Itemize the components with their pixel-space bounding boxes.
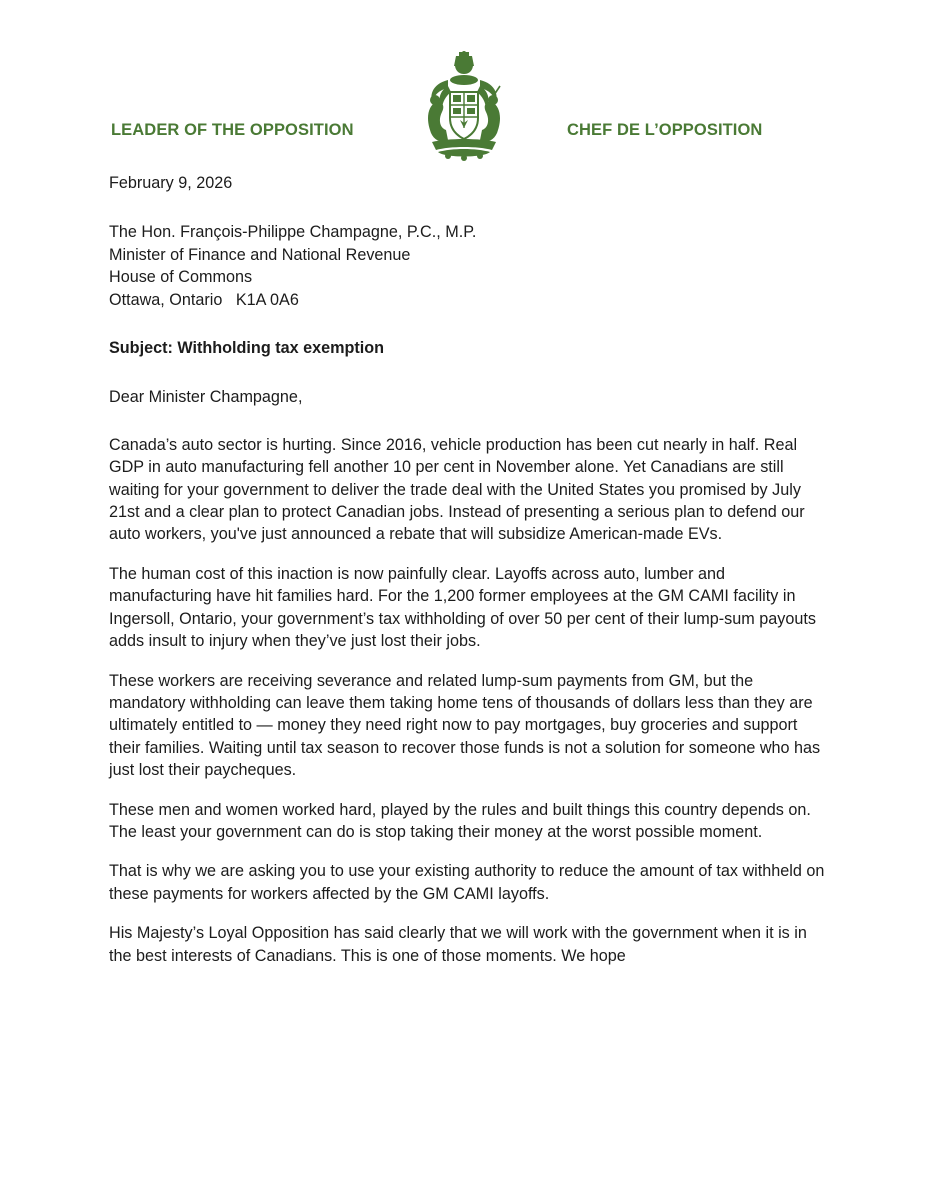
paragraph-workers: These men and women worked hard, played by the rules and built things this country depends on. The least your government can do is stop taking their money at the worst possible moment.	[109, 800, 811, 841]
recipient-office: House of Commons	[109, 268, 253, 287]
letter-date: February 9, 2026	[109, 174, 233, 192]
recipient-address	[109, 221, 829, 311]
paragraph-request: That is why we are asking you to use your existing authority to reduce the amount of tax withheld on these payments for workers affected by the GM CAMI layoffs.	[109, 862, 825, 903]
letterhead	[0, 0, 927, 170]
letterhead-title-english: LEADER OF THE OPPOSITION	[111, 121, 354, 139]
coat-of-arms-icon	[418, 50, 510, 162]
letterhead-title-french: CHEF DE L’OPPOSITION	[567, 121, 763, 139]
paragraph-human-cost: The human cost of this inaction is now painfully clear. Layoffs across auto, lumber and manufacturing have hit families hard. For the 1,200 former employees at the GM CAMI facility in Ingersoll, Ontario, your government’s tax withholding of over 50 per cent of their lump-sum payouts adds insult to injury when they’ve just lost their jobs.	[109, 564, 816, 651]
recipient-name: The Hon. François-Philippe Champagne, P.C., M.P.	[109, 223, 477, 242]
recipient-city-postal: Ottawa, Ontario K1A 0A6	[109, 290, 299, 309]
paragraph-severance: These workers are receiving severance and related lump-sum payments from GM, but the mandatory withholding can leave them taking home tens of thousands of dollars less than they are ultimately entitled to — money they need right now to pay mortgages, buy groceries and support their families. Waiting until tax season to recover those funds is not a solution for someone who has just lost their paycheques.	[109, 671, 821, 780]
paragraph-opposition: His Majesty’s Loyal Opposition has said clearly that we will work with the government when it is in the best interests of Canadians. This is one of those moments. We hope	[109, 924, 807, 965]
recipient-title: Minister of Finance and National Revenue	[109, 245, 411, 264]
letter-subject: Subject: Withholding tax exemption	[109, 339, 385, 358]
letter-body	[109, 172, 829, 984]
paragraph-auto-sector: Canada’s auto sector is hurting. Since 2016, vehicle production has been cut nearly in half. Real GDP in auto manufacturing fell another 10 per cent in November alone. Yet Canadians are still waiting for your government to deliver the trade deal with the United States you promised by July 21st and a clear plan to protect Canadian jobs. Instead of presenting a serious plan to defend our auto workers, you've just announced a rebate that will subsidize American-made EVs.	[109, 435, 805, 544]
letter-salutation: Dear Minister Champagne,	[109, 388, 303, 407]
